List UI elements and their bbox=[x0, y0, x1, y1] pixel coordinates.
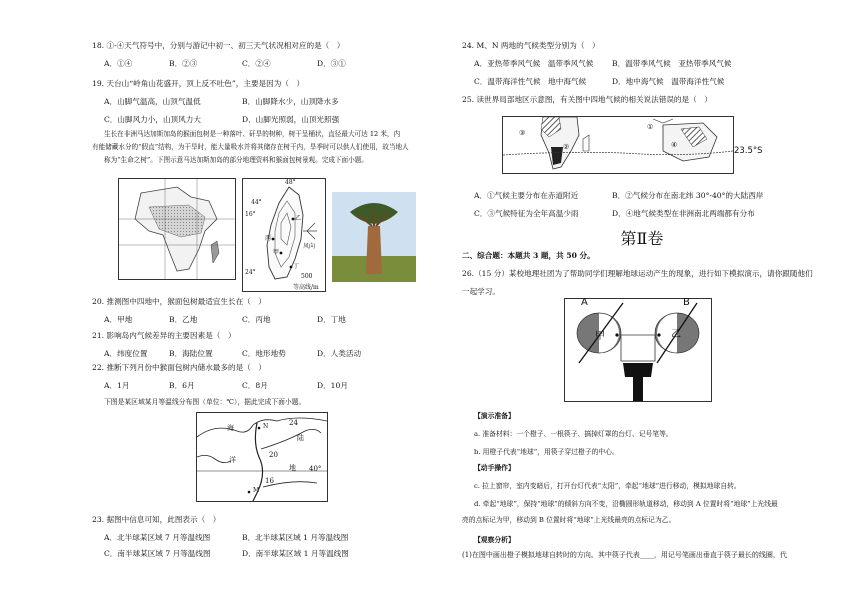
demo-prep-a: a. 准备材料：一个橙子、一根筷子、搞掉灯罩的台灯、记号笔等。 bbox=[474, 430, 673, 438]
world-map-zone-1: ① bbox=[647, 123, 654, 131]
map-site-yi: 乙 bbox=[295, 215, 302, 222]
q21-option-b: B．海陆位置 bbox=[169, 349, 213, 358]
question-18: 18. ①-④天气符号中，分别与游记中初一、初三天气状况相对应的是（ ） bbox=[92, 41, 345, 50]
q23-option-b: B．北半球某区域 1 月等温线图 bbox=[242, 533, 349, 542]
map-legend: 等高线/m bbox=[293, 284, 319, 291]
iso-hai: 海 bbox=[227, 424, 234, 432]
q25-option-d: D．④地气候类型在非洲南北两端都有分布 bbox=[612, 209, 755, 218]
map-contour-value: 500 bbox=[301, 273, 313, 280]
demo-prep-b: b. 用橙子代表“地球”，用筷子穿过橙子的中心。 bbox=[474, 448, 619, 456]
demo-obs-title: 【观察分析】 bbox=[474, 536, 515, 544]
q25-option-b: B．②气候分布在南北纬 30°-40°的大陆西岸 bbox=[612, 191, 764, 200]
demo-point-jia: 甲 bbox=[595, 331, 605, 342]
isotherm-intro: 下图是某区域某月等温线分布图（单位：℃），据此完成下面小题。 bbox=[104, 398, 306, 406]
question-26-line1: 26.（15 分）某校地理社团为了帮助同学们理解地球运动产生的现象，进行如下模拟演示，请你跟随他们 bbox=[462, 269, 813, 278]
q20-option-c: C．丙地 bbox=[242, 315, 271, 324]
iso-yang: 洋 bbox=[229, 456, 236, 464]
iso-point-m: M bbox=[253, 487, 260, 494]
part2-title: 第Ⅱ卷 bbox=[620, 229, 664, 248]
q21-option-c: C．地形地势 bbox=[242, 349, 286, 358]
q22-option-a: A．1月 bbox=[104, 381, 130, 390]
q18-option-d: D．③① bbox=[317, 59, 346, 68]
map-site-ding: 丁 bbox=[293, 263, 300, 270]
question-21: 21. 影响岛内气候差异的主要因素是（ ） bbox=[92, 331, 236, 340]
q20-option-b: B．乙地 bbox=[169, 315, 198, 324]
demo-op-d-line1: d. 牵起“地球”，保持“地球”的倾斜方向不变，沿椭圆形轨道移动，移动到 A 位置时将“地球”上光线最 bbox=[474, 500, 778, 508]
demo-position-b: B bbox=[683, 297, 690, 308]
q18-option-a: A．①④ bbox=[104, 59, 133, 68]
map-site-bing: 丙 bbox=[265, 235, 272, 242]
baobab-passage-line3: 称为“生命之树”。下图示意马达加斯加岛的部分地理资料和猴面包树景观。完成下面小题。 bbox=[104, 156, 368, 164]
orange-demo-svg bbox=[565, 299, 711, 401]
map-lat-48: 48° bbox=[285, 179, 296, 186]
q18-option-b: B．②③ bbox=[169, 59, 198, 68]
demo-position-a: A bbox=[581, 297, 588, 308]
q19-option-a: A．山脚气温高，山顶气温低 bbox=[104, 97, 201, 106]
iso-20: 20 bbox=[269, 451, 278, 459]
q22-option-d: D．10月 bbox=[317, 381, 348, 390]
question-24: 24. M、N 两地的气候类型分别为（ ） bbox=[462, 41, 600, 50]
q23-option-a: A．北半球某区域 7 月等温线图 bbox=[104, 533, 211, 542]
map-site-jia: 甲 bbox=[273, 249, 280, 256]
baobab-passage-line2: 有能储藏水分的“假直”结构，为干旱时，能大量吸水并将其储存在树干内，旱季时可以供人们使用，故当地人 bbox=[92, 143, 409, 151]
world-map-zone-3: ③ bbox=[519, 129, 526, 137]
demo-op-d-line2: 亮的点标记为甲，移动到 B 位置时将“地球”上光线最亮的点标记为乙。 bbox=[462, 516, 676, 524]
q24-option-c: C．温带海洋性气候 地中海气候 bbox=[474, 77, 587, 86]
baobab-photo bbox=[332, 192, 416, 282]
isotherm-map-svg bbox=[197, 413, 327, 501]
question-26-line2: 一起学习。 bbox=[462, 287, 500, 296]
q23-option-d: D．南半球某区域 1 月等温线图 bbox=[242, 549, 349, 558]
question-20: 20. 推测图中四地中，猴面包树最适宜生长在（ ） bbox=[92, 297, 266, 306]
iso-24: 24 bbox=[289, 419, 298, 427]
q21-option-d: D．人类活动 bbox=[317, 349, 362, 358]
demo-point-yi: 乙 bbox=[671, 329, 681, 340]
question-22: 22. 推断下列月份中猴面包树内储水最多的是（ ） bbox=[92, 363, 266, 372]
madagascar-map bbox=[242, 178, 326, 292]
q21-option-a: A．纬度位置 bbox=[104, 349, 148, 358]
demo-op-c: c. 拉上窗帘，室内变暗后，打开台灯代表“太阳”，牵起“地球”进行移动，模拟地球自转。 bbox=[474, 482, 741, 490]
map-wind-label: 风向 bbox=[303, 243, 316, 250]
africa-map-svg bbox=[119, 179, 235, 279]
q23-option-c: C．南半球某区域 7 月等温线图 bbox=[104, 549, 211, 558]
orange-demo-figure bbox=[564, 298, 712, 402]
isotherm-map bbox=[196, 412, 328, 502]
question-23: 23. 据图中信息可知，此图表示（ ） bbox=[92, 515, 221, 524]
question-25: 25. 读世界局部地区示意图，有关图中四地气候的相关说法错误的是（ ） bbox=[462, 95, 712, 104]
world-map-zone-4: ④ bbox=[671, 141, 678, 149]
iso-lat-40: 40° bbox=[309, 465, 322, 473]
q22-option-c: C．8月 bbox=[242, 381, 268, 390]
demo-prep-title: 【演示准备】 bbox=[474, 412, 515, 420]
iso-di: 地 bbox=[289, 464, 296, 472]
q25-option-c: C．③气候特征为全年高温少雨 bbox=[474, 209, 579, 218]
question-26-part1: (1)在图中画出橙子模拟地球自转时的方向。其中筷子代表____，用记号笔画出垂直于筷子最长的线圈，代 bbox=[462, 551, 787, 559]
map-lat-44: 44° bbox=[251, 199, 262, 206]
q19-option-d: D．山脚光照弱，山顶光照强 bbox=[242, 115, 340, 124]
q19-option-b: B．山脚降水少，山顶降水多 bbox=[242, 97, 339, 106]
iso-point-n: N bbox=[263, 423, 269, 430]
q25-option-a: A．①气候主要分布在赤道附近 bbox=[474, 191, 579, 200]
iso-lu: 陆 bbox=[297, 434, 304, 442]
baobab-passage-line1: 生长在非洲马达加斯加岛的猴面包树是一种落叶、矸旱的树种，树干呈桶状，直径最大可达 12 米，内 bbox=[104, 130, 401, 138]
q22-option-b: B．6月 bbox=[169, 381, 195, 390]
q20-option-a: A．甲地 bbox=[104, 315, 133, 324]
iso-16: 16 bbox=[265, 477, 274, 485]
q19-option-c: C．山脚风力小，山顶风力大 bbox=[104, 115, 201, 124]
world-map-zone-2: ② bbox=[563, 143, 570, 151]
q24-option-d: D．地中海气候 温带海洋性气候 bbox=[612, 77, 725, 86]
question-19: 19. 天台山“岭角山花盛开，顶上反不吐色”，主要是因为（ ） bbox=[92, 79, 305, 88]
q20-option-d: D．丁地 bbox=[317, 315, 346, 324]
q24-option-b: B．温带季风气候 亚热带季风气候 bbox=[612, 59, 732, 68]
demo-op-title: 【动手操作】 bbox=[474, 464, 515, 472]
baobab-passage bbox=[92, 128, 427, 167]
world-map-latitude: 23.5°S bbox=[734, 146, 763, 156]
q18-option-c: C．②④ bbox=[242, 59, 271, 68]
world-region-map-svg bbox=[503, 117, 733, 173]
africa-map bbox=[118, 178, 236, 280]
map-lat-24: 24° bbox=[245, 269, 256, 276]
section-2-header: 二、综合题：本题共 3 题，共 50 分。 bbox=[462, 251, 595, 260]
q24-option-a: A．亚热带季风气候 温带季风气候 bbox=[474, 59, 594, 68]
baobab-photo-svg bbox=[332, 192, 416, 282]
world-region-map bbox=[502, 116, 734, 174]
map-lat-16: 16° bbox=[245, 211, 256, 218]
